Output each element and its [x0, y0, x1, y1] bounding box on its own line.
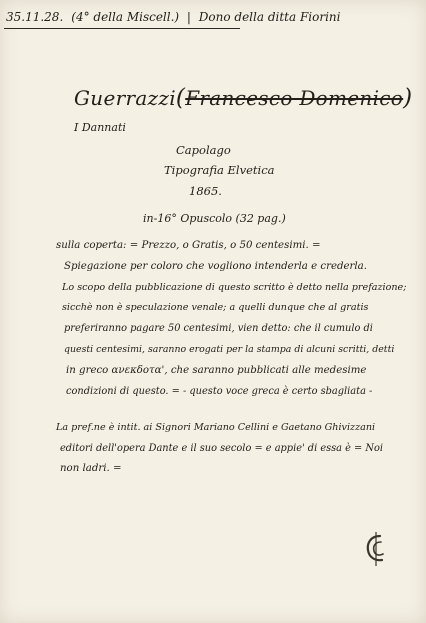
donation-note: Dono della ditta Fiorini	[198, 10, 341, 24]
body-line-2: Spiegazione per coloro che vogliono intenderla e crederla.	[64, 261, 367, 272]
imprint-printer: Tipografia Elvetica	[164, 163, 275, 177]
body-line-7: in greco ανεκδοτα', che saranno pubblicati alle medesime	[66, 365, 367, 376]
work-title: I Dannati	[74, 121, 126, 134]
format-note: in-16° Opuscolo (32 pag.)	[143, 212, 286, 225]
author-given-name: Francesco Domenico	[185, 86, 404, 110]
body-line-6: questi centesimi, saranno erogati per la stampa di alcuni scritti, detti	[64, 344, 395, 355]
header-underline	[4, 28, 240, 29]
shelfmark: 35.11.28.	[6, 10, 64, 24]
body-line-3: Lo scopo della pubblicazione di questo scritto è detto nella prefazione;	[62, 282, 407, 293]
body-line-1: sulla coperta: = Prezzo, o Gratis, o 50 centesimi. =	[56, 240, 321, 251]
imprint-year: 1865.	[189, 184, 222, 198]
author-heading: Guerrazzi(Francesco Domenico)	[74, 85, 413, 111]
imprint-place: Capolago	[176, 143, 231, 157]
author-surname: Guerrazzi	[74, 86, 176, 110]
body-line-11: non ladri. =	[60, 463, 122, 474]
body-line-4: sicchè non è speculazione venale; a quelli dunque che al gratis	[62, 302, 369, 313]
body-line-10: editori dell'opera Dante e il suo secolo = e appie' di essa è = Noi	[60, 443, 383, 454]
library-stamp-icon	[364, 530, 388, 568]
body-line-5: preferiranno pagare 50 centesimi, vien detto: che il cumulo di	[64, 323, 373, 334]
body-line-9: La pref.ne è intit. ai Signori Mariano Cellini e Gaetano Ghivizzani	[56, 422, 376, 433]
body-line-8: condizioni di questo. = - questo voce greca è certo sbagliata -	[66, 386, 373, 397]
card-header: 35.11.28. (4° della Miscell.) | Dono della ditta Fiorini	[6, 10, 341, 24]
collection-note: (4° della Miscell.)	[71, 10, 180, 24]
